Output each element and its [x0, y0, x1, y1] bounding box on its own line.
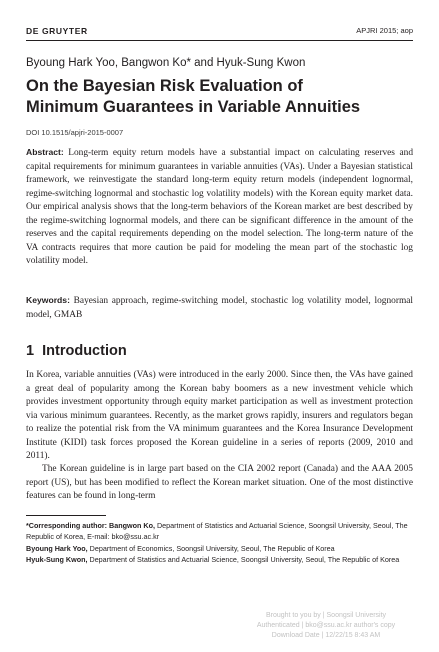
- author-yoo-affiliation: Department of Economics, Soongsil University, Seoul, The Republic of Korea: [87, 543, 335, 553]
- download-watermark: [226, 611, 426, 641]
- watermark-line-3: Download Date | 12/22/15 8:43 AM: [271, 632, 381, 639]
- author-kwon-affiliation: Department of Statistics and Actuarial Science, Soongsil University, Seoul, The Republic of Korea: [87, 555, 400, 565]
- abstract-text: Long-term equity return models have a substantial impact on calculating reserves and capital requirements for minimum guarantees in variable annuities (VAs). Under a Bayesian statistical framework, we reinvestigate the standard long-term equity return models (independent lognormal, regime-switching lognormal and stochastic log volatility models) with the Korean equity market data. Our empirical analysis shows that the long-term behaviors of the Korean market are best described by the regime-switching lognormal models, and there can be significant difference in the amount of the reserves and the capital requirements depending on the model selection. The long-term nature of the VA contracts requires that more caution be paid for modeling the mean part of the stochastic log volatility model.: [26, 148, 414, 266]
- corresponding-author-label: *Corresponding author: Bangwon Ko,: [26, 521, 155, 530]
- corresponding-author-affiliation: Department of Statistics and Actuarial Science, Soongsil University, Seoul, The Republic of Korea, E-mail: bko@ssu.ac.kr: [26, 521, 408, 542]
- author-note-kwon: [26, 554, 413, 565]
- keywords-text: Bayesian approach, regime-switching model, stochastic log volatility model, lognormal model, GMAB: [26, 296, 414, 320]
- corresponding-author-note: [26, 520, 413, 543]
- author-note-yoo: [26, 543, 413, 554]
- abstract-label: Abstract:: [26, 147, 64, 157]
- keywords-label: Keywords:: [26, 295, 70, 305]
- keywords: [26, 294, 413, 322]
- watermark-line-1: Brought to you by | Soongsil University: [265, 612, 387, 619]
- author-yoo-label: Byoung Hark Yoo,: [26, 543, 88, 553]
- doi[interactable]: DOI 10.1515/apjri-2015-0007: [26, 128, 124, 137]
- abstract: [26, 146, 413, 269]
- author-footnotes: [26, 520, 413, 566]
- footnote-rule: [26, 515, 106, 516]
- section-heading: 1 Introduction: [26, 343, 127, 359]
- running-header: [26, 26, 413, 40]
- watermark-line-2: Authenticated | bko@ssu.ac.kr author's copy: [256, 622, 396, 629]
- author-kwon-label: Hyuk-Sung Kwon,: [26, 555, 88, 565]
- author-list: Byoung Hark Yoo, Bangwon Ko* and Hyuk-Sung Kwon: [26, 57, 306, 69]
- publisher-name: DE GRUYTER: [26, 26, 88, 36]
- title-line-1: On the Bayesian Risk Evaluation of: [26, 77, 303, 95]
- header-rule: [26, 40, 413, 41]
- body-paragraph-2: The Korean guideline is in large part based on the CIA 2002 report (Canada) and the AAA 2005 report (US), but has been modified to reflect the Korean market situation. One of the most distinctive features can be found in long-term: [26, 464, 413, 501]
- article-title: [26, 76, 416, 118]
- body-paragraph-1: In Korea, variable annuities (VAs) were introduced in the early 2000. Since then, the VAs have gained a great deal of popularity among the Korean baby boomers as a new investment vehicle which provides investment opportunity through equity market participation as well as investment protection via various minimum guarantees. Recently, as the market grows rapidly, insurers and regulators began to realize the potential risk from the VA minimum guarantees and the Korea Insurance Development Institute (KIDI) task forces proposed the Korean guideline in a series of reports (2009, 2010 and 2011).: [26, 370, 413, 461]
- title-line-2: Minimum Guarantees in Variable Annuities: [26, 98, 361, 116]
- journal-citation: APJRI 2015; aop: [356, 26, 413, 35]
